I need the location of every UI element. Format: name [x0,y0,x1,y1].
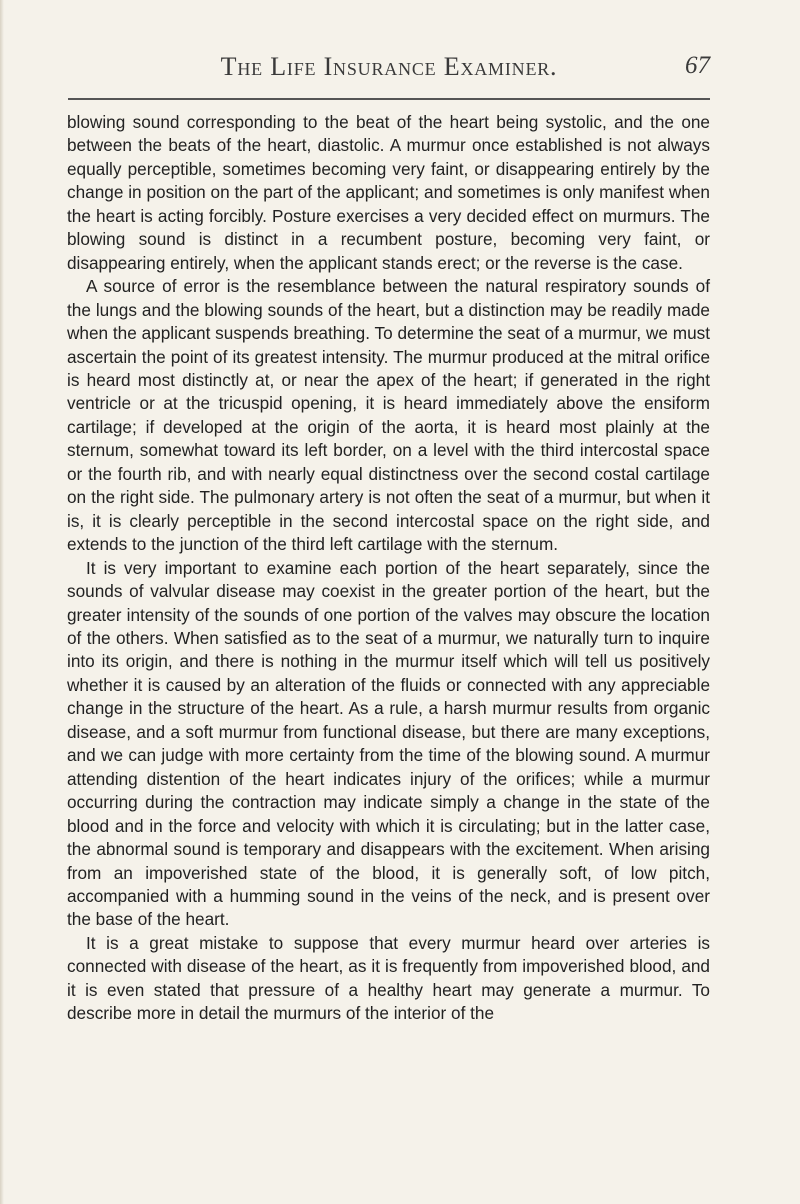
page-number: 67 [685,52,710,79]
page-binding-shadow [0,0,4,1204]
body-text [67,111,710,1026]
header-rule [68,98,710,100]
paragraph-examine-each-portion: It is very important to examine each portion of the heart separately, since the sounds of valvular disease may coexist in the greater portion of the heart, but the greater intensity of the sounds of one portion of the valves may obscure the location of the others. When satisfied as to the seat of a murmur, we naturally turn to inquire into its origin, and there is nothing in the murmur itself which will tell us positively whether it is caused by an alteration of the fluids or connected with any appreciable change in the structure of the heart. As a rule, a harsh murmur results from organic disease, and a soft murmur from functional disease, but there are many exceptions, and we can judge with more certainty from the time of the blowing sound. A murmur attending distention of the heart indicates injury of the orifices; while a murmur occurring during the contraction may indicate simply a change in the state of the blood and in the force and velocity with which it is circulating; but in the latter case, the abnormal sound is temporary and disappears with the excitement. When arising from an impoverished state of the blood, it is generally soft, of low pitch, accompanied with a humming sound in the veins of the neck, and is present over the base of the heart. [67,557,710,930]
paragraph-continued: blowing sound corresponding to the beat of the heart being systolic, and the one between the beats of the heart, diastolic. A murmur once established is not always equally perceptible, sometimes becoming very faint, or disappearing entirely by the change in position on the part of the applicant; and sometimes is only manifest when the heart is acting forcibly. Posture exercises a very decided effect on murmurs. The blowing sound is distinct in a recumbent posture, becoming very faint, or disappearing entirely, when the applicant stands erect; or the reverse is the case. [67,112,710,273]
paragraph-great-mistake: It is a great mistake to suppose that every murmur heard over arteries is connected with disease of the heart, as it is frequently from impoverished blood, and it is even stated that pressure of a healthy heart may generate a murmur. To describe more in detail the murmurs of the interior of the [67,932,710,1024]
page-header [68,46,710,86]
running-title: The Life Insurance Examiner. [220,52,558,81]
paragraph-source-of-error: A source of error is the resemblance between the natural respiratory sounds of the lungs and the blowing sounds of the heart, but a distinction may be readily made when the applicant suspends breathing. To determine the seat of a murmur, we must ascertain the point of its greatest intensity. The murmur produced at the mitral orifice is heard most distinctly at, or near the apex of the heart; if generated in the right ventricle or at the tricuspid opening, it is heard immediately above the ensiform cartilage; if developed at the origin of the aorta, it is heard most plainly at the sternum, somewhat toward its left border, on a level with the third intercostal space or the fourth rib, and with nearly equal distinctness over the second costal cartilage on the right side. The pulmonary artery is not often the seat of a murmur, but when it is, it is clearly perceptible in the second intercostal space on the right side, and extends to the junction of the third left cartilage with the sternum. [67,276,710,555]
